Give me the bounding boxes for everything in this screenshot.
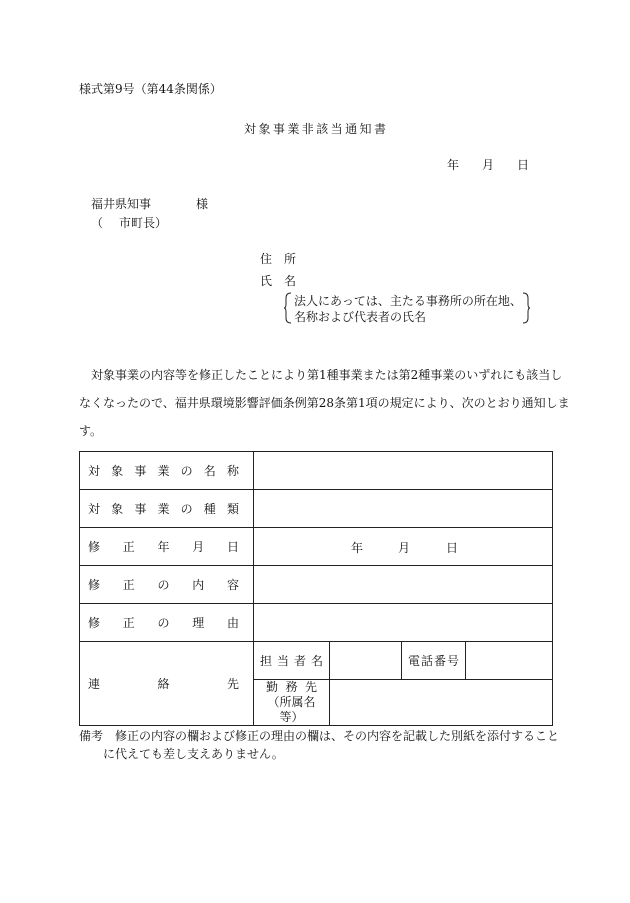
corp-note-line1: 法人にあっては、主たる事務所の所在地、	[294, 294, 522, 308]
note-label: 備考	[79, 729, 104, 743]
document-title	[244, 120, 386, 137]
contact-person-label	[254, 642, 330, 680]
workplace-field[interactable]	[330, 680, 553, 726]
table-row	[80, 490, 553, 528]
label-char: 務	[285, 680, 298, 694]
label-char: 話	[420, 654, 433, 668]
label-char: 事	[272, 122, 285, 136]
label-char: 事	[134, 502, 147, 516]
label-char: 番	[433, 654, 446, 668]
table-row	[80, 642, 553, 680]
note-line2: に代えても差し支えありません。	[103, 747, 284, 761]
table-row	[80, 566, 553, 604]
label-char: 対	[88, 502, 101, 516]
phone-label	[402, 642, 466, 680]
label-char: 象	[111, 502, 124, 516]
date-day-label: 日	[517, 158, 530, 172]
label-char: 種	[203, 502, 216, 516]
table-row	[80, 604, 553, 642]
label-char: 電	[408, 654, 421, 668]
project-name-field[interactable]	[254, 452, 553, 490]
body-line2: なくなったので、福井県環境影響評価条例第28条第1項の規定により、次のとおり通知しま	[79, 396, 570, 410]
label-char: 業	[157, 502, 170, 516]
workplace-note: （所属名等）	[267, 695, 316, 724]
table-row	[80, 528, 553, 566]
date-month-label: 月	[482, 158, 495, 172]
revision-date-year: 年	[351, 541, 364, 555]
contact-person-field[interactable]	[330, 642, 402, 680]
note-line1: 修正の内容の欄および修正の理由の欄は、その内容を記載した別紙を添付すること	[115, 729, 560, 743]
addressee-honorific: 様	[196, 197, 209, 211]
label-char: の	[180, 464, 193, 478]
label-char: 先	[226, 677, 239, 691]
label-char: 事	[134, 464, 147, 478]
label-char: 由	[226, 616, 239, 630]
label-char: 名	[203, 464, 216, 478]
label-char: 正	[122, 540, 135, 554]
label-char: 当	[330, 122, 343, 136]
sender-name-label: 氏 名	[260, 274, 297, 288]
label-char: の	[157, 616, 170, 630]
label-char: 名	[310, 654, 323, 668]
body-line1: 対象事業の内容等を修正したことにより第1種事業または第2種事業のいずれにも該当し	[79, 368, 563, 382]
label-char: 連	[88, 677, 101, 691]
form-id: 様式第9号（第44条関係）	[79, 82, 222, 96]
addressee-paren-open: （	[91, 216, 104, 230]
corp-note-bracket	[284, 292, 530, 324]
label-char: 対	[244, 122, 257, 136]
label-char: 年	[157, 540, 170, 554]
sender-address-label: 住 所	[260, 252, 297, 266]
label-char: 月	[192, 540, 205, 554]
title-text	[244, 120, 386, 137]
label-char: 非	[301, 122, 314, 136]
label-char: 称	[226, 464, 239, 478]
label-char: 書	[373, 122, 386, 136]
revision-date-day: 日	[446, 541, 459, 555]
label-char: 修	[88, 578, 101, 592]
revision-date-month: 月	[398, 541, 411, 555]
label-char: 対	[88, 464, 101, 478]
revision-date-label	[80, 528, 254, 566]
revision-date-field[interactable]	[254, 528, 553, 566]
label-char: 業	[287, 122, 300, 136]
contact-label	[80, 642, 254, 726]
date-year-label: 年	[447, 158, 460, 172]
workplace-label	[254, 680, 330, 726]
label-char: 象	[111, 464, 124, 478]
label-char: 日	[226, 540, 239, 554]
notification-form-table	[79, 451, 553, 726]
label-char: 担	[260, 654, 273, 668]
label-char: 修	[88, 540, 101, 554]
table-row	[80, 452, 553, 490]
corp-note-line2: 名称および代表者の氏名	[294, 310, 427, 324]
label-char: 絡	[157, 677, 170, 691]
label-char: 勤	[266, 680, 279, 694]
label-char: 正	[122, 578, 135, 592]
label-char: 容	[226, 578, 239, 592]
project-type-label	[80, 490, 254, 528]
label-char: 修	[88, 616, 101, 630]
revision-content-field[interactable]	[254, 566, 553, 604]
label-char: 理	[192, 616, 205, 630]
label-char: 該	[316, 122, 329, 136]
revision-content-label	[80, 566, 254, 604]
body-line3: す。	[79, 424, 103, 438]
label-char: 象	[258, 122, 271, 136]
label-char: 通	[345, 122, 358, 136]
phone-field[interactable]	[466, 642, 553, 680]
label-char: の	[180, 502, 193, 516]
label-char: 業	[157, 464, 170, 478]
label-char: 先	[304, 680, 317, 694]
label-char: 内	[192, 578, 205, 592]
label-char: 当	[276, 654, 289, 668]
label-char: 知	[359, 122, 372, 136]
addressee-mayor: 市町長）	[119, 216, 168, 230]
label-char: 類	[226, 502, 239, 516]
project-type-field[interactable]	[254, 490, 553, 528]
label-char: 正	[122, 616, 135, 630]
revision-reason-field[interactable]	[254, 604, 553, 642]
label-char: 者	[293, 654, 306, 668]
addressee-governor: 福井県知事	[91, 197, 152, 211]
project-name-label	[80, 452, 254, 490]
revision-reason-label	[80, 604, 254, 642]
label-char: 号	[446, 654, 459, 668]
label-char: の	[157, 578, 170, 592]
